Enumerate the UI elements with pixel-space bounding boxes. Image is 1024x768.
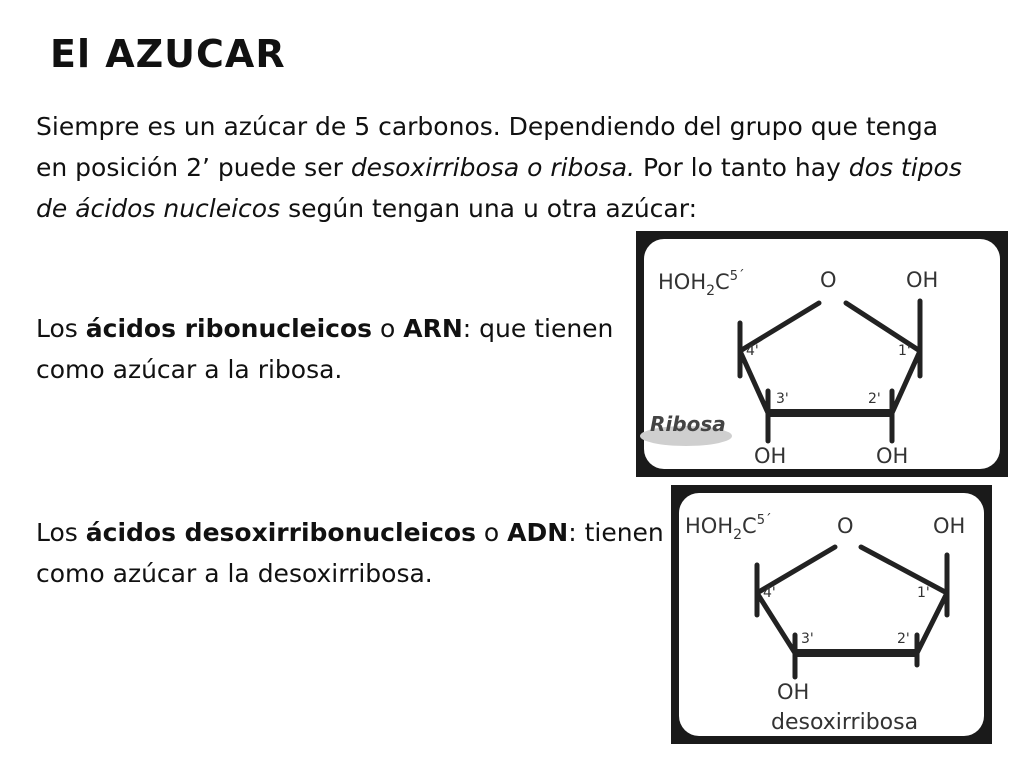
ribosa-ring-oxygen: O [820, 268, 837, 292]
adn-text-2: o [475, 518, 508, 547]
ribosa-c3-label: 3' [776, 391, 789, 407]
adn-text-1: Los [36, 518, 86, 547]
desoxirribosa-name-label: desoxirribosa [771, 710, 919, 735]
desoxirribosa-c4-label: 4' [763, 585, 776, 601]
intro-text-3: según tengan una u otra azúcar: [280, 194, 697, 223]
intro-paragraph [36, 106, 966, 229]
adn-bold-abbr: ADN [507, 518, 569, 547]
ribosa-oh-c2: OH [876, 444, 909, 468]
ribosa-c1-label: 1' [898, 343, 911, 359]
adn-bold-term: ácidos desoxirribonucleicos [85, 518, 476, 547]
intro-italic-sugars: desoxirribosa o ribosa. [350, 153, 636, 182]
desoxirribosa-diagram [671, 485, 992, 744]
desoxirribosa-oh-c1: OH [933, 514, 966, 538]
arn-bold-abbr: ARN [403, 314, 463, 343]
intro-text-1: Siempre es un azúcar de 5 carbonos. Dependiendo del grupo que tenga en posición 2’ puede ser [36, 112, 939, 182]
ribosa-structure-svg [636, 231, 1008, 477]
arn-paragraph [36, 308, 636, 390]
arn-text-3: : que tienen como azúcar a la ribosa. [36, 314, 614, 384]
slide-title: El AZUCAR [50, 32, 286, 76]
ribosa-diagram [636, 231, 1008, 477]
arn-text-2: o [372, 314, 404, 343]
ribosa-ring-lines [740, 301, 920, 441]
desoxirribosa-c5-group: $HOH_2C^{5´}$ [685, 513, 772, 543]
ribosa-bold-bond [768, 409, 892, 417]
ribosa-name-label: Ribosa [650, 412, 726, 436]
adn-paragraph [36, 512, 696, 594]
desoxirribosa-c1-label: 1' [917, 585, 930, 601]
desoxirribosa-ring-lines [757, 547, 947, 677]
ribosa-oh-c1: OH [906, 268, 939, 292]
arn-bold-term: ácidos ribonucleicos [85, 314, 373, 343]
ribosa-c2-label: 2' [868, 391, 881, 407]
desoxirribosa-c2-label: 2' [897, 631, 910, 647]
arn-text-1: Los [36, 314, 86, 343]
ribosa-c4-label: 4' [746, 343, 759, 359]
intro-text-2: Por lo tanto hay [635, 153, 849, 182]
ribosa-oh-c3: OH [754, 444, 787, 468]
desoxirribosa-structure-svg [671, 485, 992, 744]
adn-text-3: : tienen como azúcar a la desoxirribosa. [36, 518, 664, 588]
ribosa-c5-group: $HOH_2C^{5´}$ [658, 269, 745, 299]
desoxirribosa-ring-oxygen: O [837, 514, 854, 538]
desoxirribosa-c3-label: 3' [801, 631, 814, 647]
desoxirribosa-oh-c3: OH [777, 680, 810, 704]
desoxirribosa-bold-bond [795, 649, 917, 657]
intro-italic-types: dos tipos de ácidos nucleicos [36, 153, 962, 223]
